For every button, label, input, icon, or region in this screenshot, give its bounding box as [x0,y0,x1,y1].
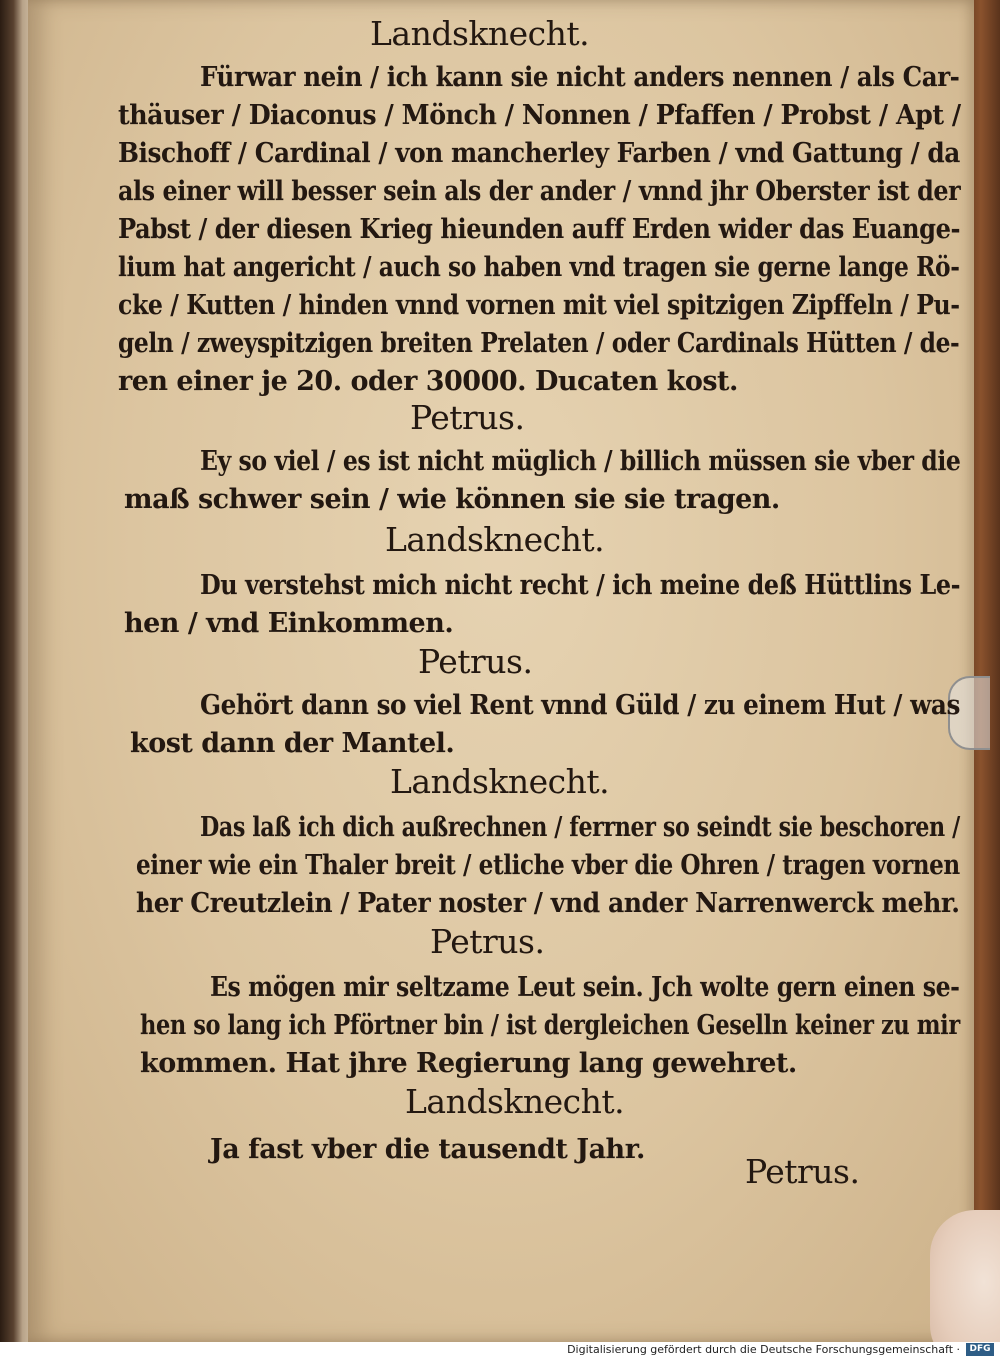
text-line: maß schwer sein / wie können sie sie tragen. [124,484,780,515]
speaker-heading-petrus: Petrus. [430,922,545,961]
text-line: kommen. Hat jhre Regierung lang gewehret. [140,1048,797,1079]
speaker-heading-landsknecht: Landsknecht. [370,14,590,53]
text-line: hen so lang ich Pförtner bin / ist dergleichen Geselln keiner zu mir [140,1010,960,1041]
text-line: Bischoff / Cardinal / von mancherley Farben / vnd Gattung / da [118,138,960,169]
text-line: Ey so viel / es ist nicht müglich / billich müssen sie vber die [200,446,961,477]
text-line: Es mögen mir seltzame Leut sein. Jch wolte gern einen se- [210,972,960,1003]
text-line: thäuser / Diaconus / Mönch / Nonnen / Pfaffen / Probst / Apt / [118,100,961,131]
text-line: Fürwar nein / ich kann sie nicht anders nennen / als Car- [200,62,960,93]
text-line: Das laß ich dich außrechnen / ferrner so seindt sie beschoren / [200,812,960,843]
dfg-logo: DFG [966,1343,994,1356]
speaker-heading-petrus: Petrus. [418,642,533,681]
speaker-heading-petrus: Petrus. [410,398,525,437]
speaker-heading-landsknecht: Landsknecht. [405,1082,625,1121]
text-line: ren einer je 20. oder 30000. Ducaten kost. [118,366,738,397]
binding-left-edge [0,0,30,1342]
footer-bar [0,1342,1000,1358]
footer-credit: Digitalisierung gefördert durch die Deutsche Forschungsgemeinschaft · [567,1343,960,1356]
catchword: Petrus. [745,1152,860,1191]
text-line: Pabst / der diesen Krieg hieunden auff Erden wider das Euange- [118,214,961,245]
text-line: hen / vnd Einkommen. [124,608,454,639]
text-line: Ja fast vber die tausendt Jahr. [210,1134,645,1165]
holding-thumb [930,1210,1000,1342]
speaker-heading-landsknecht: Landsknecht. [390,762,610,801]
speaker-heading-landsknecht: Landsknecht. [385,520,605,559]
text-line: cke / Kutten / hinden vnnd vornen mit viel spitzigen Zipffeln / Pu- [118,290,960,321]
text-line: Gehört dann so viel Rent vnnd Güld / zu einem Hut / was [200,690,960,721]
text-line: kost dann der Mantel. [130,728,455,759]
text-line: Du verstehst mich nicht recht / ich meine deß Hüttlins Le- [200,570,961,601]
text-line: einer wie ein Thaler breit / etliche vber die Ohren / tragen vornen [136,850,960,881]
text-line: her Creutzlein / Pater noster / vnd ander Narrenwerck mehr. [136,888,960,919]
text-line: geln / zweyspitzigen breiten Prelaten / oder Cardinals Hütten / de- [118,328,960,359]
text-line: als einer will besser sein als der ander / vnnd jhr Oberster ist der [118,176,961,207]
text-line: lium hat angericht / auch so haben vnd tragen sie gerne lange Rö- [118,252,960,283]
